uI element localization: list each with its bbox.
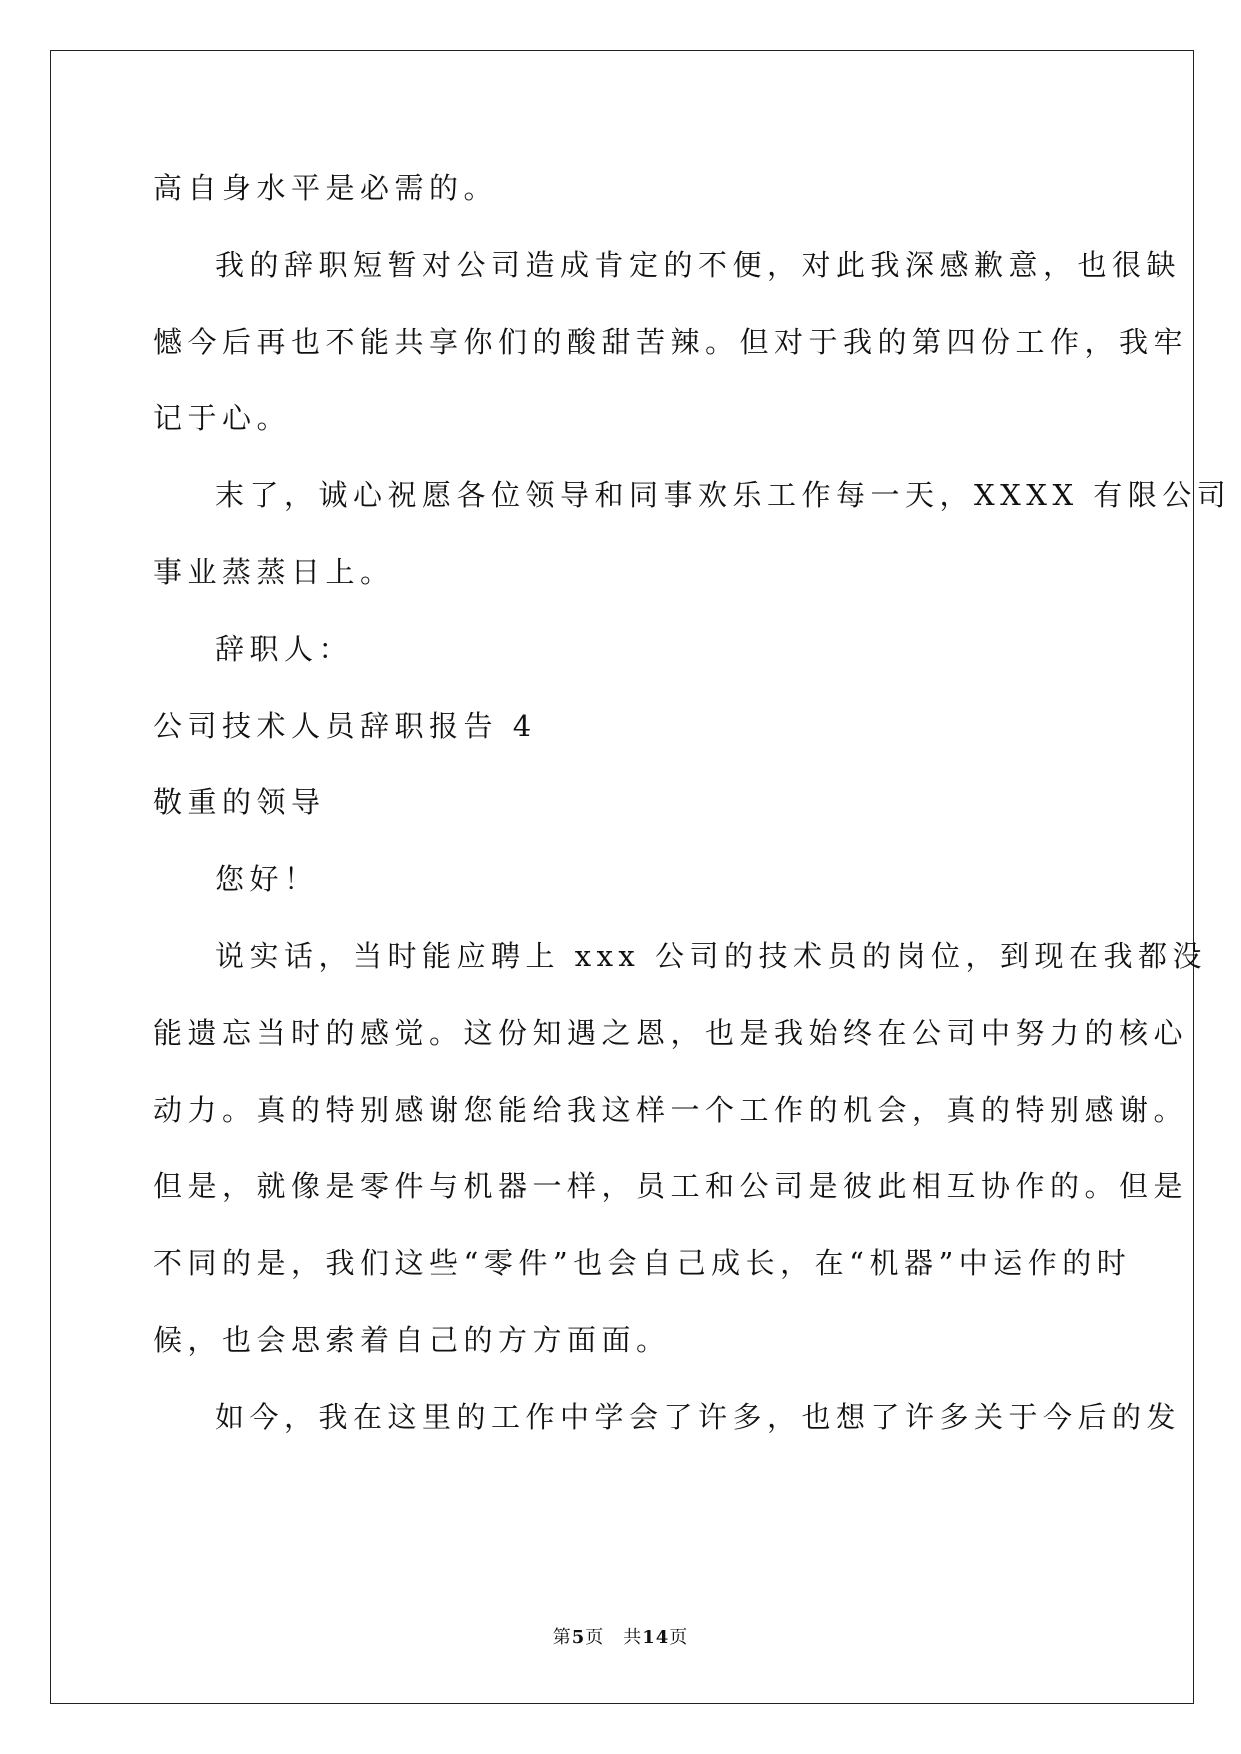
- text-line: 如今，我在这里的工作中学会了许多，也想了许多关于今后的发: [215, 1399, 1182, 1434]
- text-line: 但是，就像是零件与机器一样，员工和公司是彼此相互协作的。但是: [153, 1169, 1189, 1204]
- text-line: 辞职人：: [215, 631, 354, 666]
- text-line: 末了，诚心祝愿各位领导和同事欢乐工作每一天，XXXX 有限公司: [215, 478, 1232, 513]
- text-line: 您好！: [215, 862, 319, 897]
- text-line: 高自身水平是必需的。: [153, 171, 499, 205]
- page-footer: [0, 1623, 1241, 1649]
- footer-prefix: 第: [552, 1627, 572, 1648]
- document-body: [153, 163, 1232, 1469]
- text-line: 记于心。: [153, 401, 292, 436]
- total-page-number: 14: [642, 1627, 670, 1648]
- footer-suffix: 页: [669, 1627, 689, 1648]
- text-line: 动力。真的特别感谢您能给我这样一个工作的机会，真的特别感谢。: [153, 1092, 1189, 1127]
- text-line: 我的辞职短暂对公司造成肯定的不便，对此我深感歉意，也很缺: [215, 247, 1182, 282]
- text-line: 说实话，当时能应聘上 xxx 公司的技术员的岗位，到现在我都没: [215, 938, 1208, 973]
- current-page-number: 5: [571, 1627, 586, 1648]
- text-line: 候，也会思索着自己的方方面面。: [153, 1322, 671, 1357]
- text-line: 憾今后再也不能共享你们的酸甜苦辣。但对于我的第四份工作，我牢: [153, 324, 1189, 359]
- text-line: 能遗忘当时的感觉。这份知遇之恩，也是我始终在公司中努力的核心: [153, 1015, 1189, 1050]
- footer-mid: 页 共: [585, 1627, 643, 1648]
- text-line: 事业蒸蒸日上。: [153, 554, 395, 589]
- text-line: 敬重的领导: [153, 785, 326, 820]
- text-line: 不同的是，我们这些“零件”也会自己成长，在“机器”中运作的时: [153, 1246, 1132, 1281]
- text-line: 公司技术人员辞职报告 4: [153, 708, 537, 743]
